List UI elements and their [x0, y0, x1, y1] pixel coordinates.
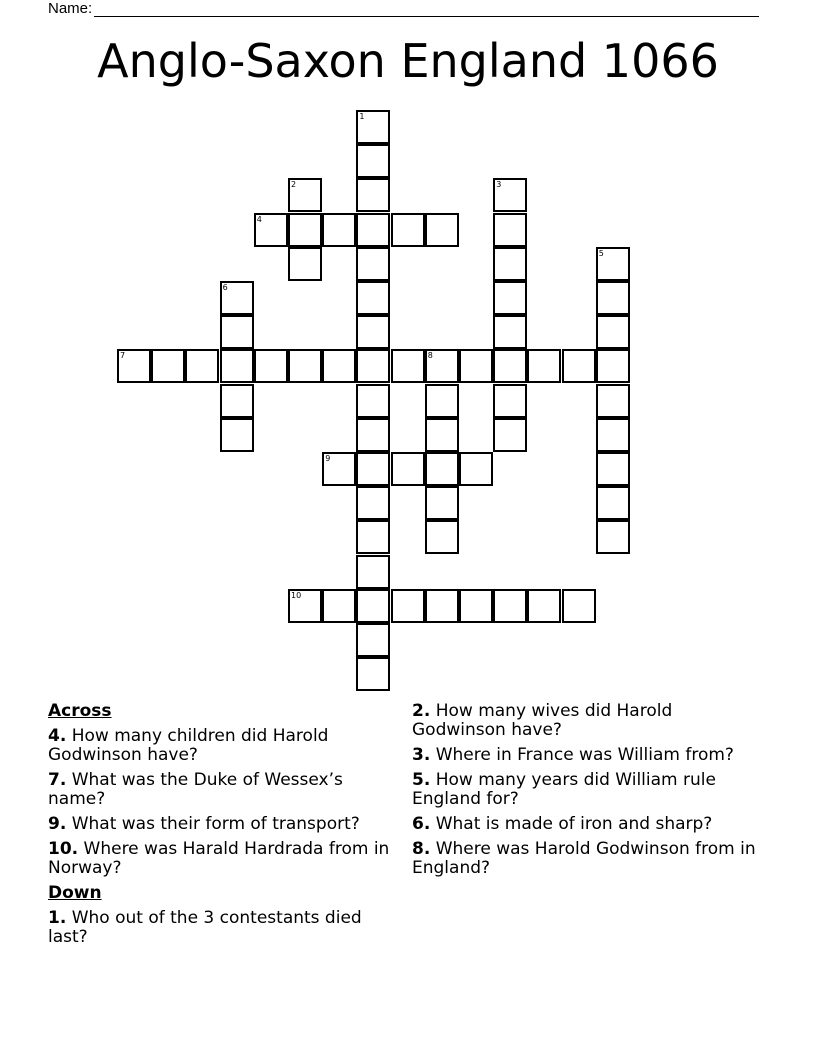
clue-number: 3. — [412, 745, 431, 765]
grid-cell[interactable] — [356, 486, 390, 520]
grid-cell[interactable] — [596, 315, 630, 349]
cell-number: 6 — [222, 283, 228, 292]
clue-down-5 — [412, 771, 762, 809]
grid-cell[interactable] — [356, 349, 390, 383]
across-heading: Across — [48, 701, 112, 721]
grid-cell[interactable] — [356, 144, 390, 178]
clues-right-column — [412, 702, 762, 884]
grid-cell[interactable] — [220, 384, 254, 418]
grid-cell[interactable] — [493, 281, 527, 315]
clue-text: Who out of the 3 contestants died last? — [48, 908, 362, 947]
cell-number: 2 — [291, 180, 297, 190]
cell-number: 3 — [496, 180, 502, 190]
clue-text: How many wives did Harold Godwinson have? — [412, 701, 673, 740]
grid-cell[interactable] — [493, 384, 527, 418]
grid-cell[interactable] — [288, 178, 322, 212]
cell-number: 10 — [291, 590, 302, 600]
clue-number: 2. — [412, 701, 431, 721]
clue-across-9 — [48, 815, 398, 834]
clue-text: What was their form of transport? — [66, 814, 360, 834]
name-label: Name: — [48, 0, 93, 17]
grid-cell[interactable] — [493, 315, 527, 349]
grid-cell[interactable] — [425, 486, 459, 520]
grid-cell[interactable] — [459, 589, 493, 623]
grid-cell[interactable] — [425, 418, 459, 452]
grid-cell[interactable] — [356, 452, 390, 486]
grid-cell[interactable] — [493, 213, 527, 247]
grid-cell[interactable] — [391, 213, 425, 247]
grid-cell[interactable] — [356, 589, 390, 623]
clue-text: What is made of iron and sharp? — [430, 814, 713, 834]
grid-cell[interactable] — [425, 213, 459, 247]
grid-cell[interactable] — [527, 349, 561, 383]
grid-cell[interactable] — [459, 349, 493, 383]
grid-cell[interactable] — [493, 418, 527, 452]
grid-cell[interactable] — [391, 589, 425, 623]
grid-cell[interactable] — [356, 178, 390, 212]
grid-cell[interactable] — [356, 247, 390, 281]
grid-cell[interactable] — [254, 213, 288, 247]
grid-cell[interactable] — [596, 418, 630, 452]
clue-down-6 — [412, 815, 762, 834]
grid-cell[interactable] — [220, 349, 254, 383]
grid-cell[interactable] — [288, 213, 322, 247]
clue-number: 8. — [412, 839, 431, 859]
grid-cell[interactable] — [459, 452, 493, 486]
clue-down-2 — [412, 702, 762, 740]
grid-cell[interactable] — [493, 349, 527, 383]
clue-down-3 — [412, 746, 762, 765]
grid-cell[interactable] — [356, 657, 390, 691]
clue-number: 6. — [412, 814, 431, 834]
grid-cell[interactable] — [596, 281, 630, 315]
clue-number: 1. — [48, 908, 67, 928]
grid-cell[interactable] — [288, 349, 322, 383]
page-title: Anglo-Saxon England 1066 — [97, 34, 719, 88]
grid-cell[interactable] — [356, 213, 390, 247]
clue-down-1 — [48, 909, 398, 947]
clue-text: How many years did William rule England for? — [412, 770, 716, 809]
clue-text: Where was Harald Hardrada from in Norway? — [48, 839, 390, 878]
grid-cell[interactable] — [425, 589, 459, 623]
grid-cell[interactable] — [493, 178, 527, 212]
grid-cell[interactable] — [596, 520, 630, 554]
grid-cell[interactable] — [391, 349, 425, 383]
grid-cell[interactable] — [117, 349, 151, 383]
grid-cell[interactable] — [596, 452, 630, 486]
grid-cell[interactable] — [425, 384, 459, 418]
grid-cell[interactable] — [596, 486, 630, 520]
clue-number: 7. — [48, 770, 67, 790]
grid-cell[interactable] — [391, 452, 425, 486]
clue-text: How many children did Harold Godwinson have? — [48, 726, 329, 765]
grid-cell[interactable] — [356, 281, 390, 315]
clue-across-4 — [48, 727, 398, 765]
clues-left-column — [48, 702, 398, 953]
cell-number: 9 — [325, 454, 331, 463]
grid-cell[interactable] — [425, 520, 459, 554]
grid-cell[interactable] — [288, 247, 322, 281]
grid-cell[interactable] — [322, 452, 356, 486]
down-heading: Down — [48, 883, 102, 903]
grid-cell[interactable] — [288, 589, 322, 623]
cell-number: 7 — [120, 351, 126, 361]
grid-cell[interactable] — [596, 247, 630, 281]
grid-cell[interactable] — [562, 589, 596, 623]
grid-cell[interactable] — [220, 315, 254, 349]
grid-cell[interactable] — [596, 349, 630, 383]
clue-number: 10. — [48, 839, 79, 859]
cell-number: 8 — [427, 351, 433, 361]
grid-cell[interactable] — [596, 384, 630, 418]
grid-cell[interactable] — [527, 589, 561, 623]
clue-down-8 — [412, 840, 762, 878]
grid-cell[interactable] — [356, 418, 390, 452]
clue-across-7 — [48, 771, 398, 809]
cell-number: 4 — [256, 214, 262, 224]
grid-cell[interactable] — [425, 349, 459, 383]
clue-number: 4. — [48, 726, 67, 746]
grid-cell[interactable] — [254, 349, 288, 383]
clue-text: Where in France was William from? — [430, 745, 734, 765]
grid-cell[interactable] — [322, 213, 356, 247]
clue-text: What was the Duke of Wessex’s name? — [48, 770, 343, 809]
clue-number: 9. — [48, 814, 67, 834]
grid-cell[interactable] — [356, 623, 390, 657]
grid-cell[interactable] — [322, 349, 356, 383]
grid-cell[interactable] — [493, 589, 527, 623]
clue-number: 5. — [412, 770, 431, 790]
cell-number: 1 — [359, 112, 365, 121]
grid-cell[interactable] — [356, 110, 390, 144]
grid-cell[interactable] — [185, 349, 219, 383]
grid-cell[interactable] — [151, 349, 185, 383]
grid-cell[interactable] — [220, 281, 254, 315]
grid-cell[interactable] — [356, 520, 390, 554]
grid-cell[interactable] — [425, 452, 459, 486]
grid-cell[interactable] — [356, 384, 390, 418]
grid-cell[interactable] — [322, 589, 356, 623]
grid-cell[interactable] — [220, 418, 254, 452]
grid-cell[interactable] — [562, 349, 596, 383]
grid-cell[interactable] — [356, 315, 390, 349]
clue-across-10 — [48, 840, 398, 878]
grid-cell[interactable] — [493, 247, 527, 281]
cell-number: 5 — [598, 248, 604, 258]
grid-cell[interactable] — [356, 555, 390, 589]
clue-text: Where was Harold Godwinson from in England? — [412, 839, 756, 878]
